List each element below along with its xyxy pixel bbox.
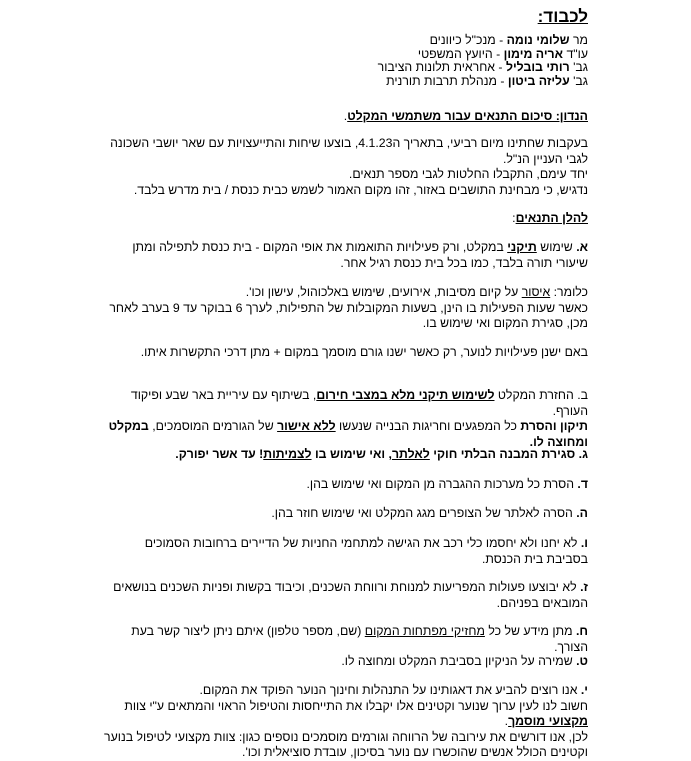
clause-emphasis: תיקני bbox=[507, 240, 537, 254]
clause-j-importance bbox=[100, 699, 588, 730]
clause-text: אנו רוצים להביע את דאגותינו על התנהלות וחינוך הנוער הפוקד את המקום. bbox=[199, 683, 581, 697]
recipients-list bbox=[100, 34, 588, 88]
clause-text: במקלט, ורק פעילויות התואמות את אופי המקום - בית כנסת לתפילה ומתן שיעורי תורה בלבד, כמו בכל בית כנסת רגיל אחר. bbox=[132, 240, 588, 270]
clause-j bbox=[100, 683, 588, 761]
clause-text: מתן מידע של כל bbox=[484, 624, 576, 638]
clause-b bbox=[100, 388, 588, 450]
clause-text: כלומר: bbox=[550, 285, 588, 299]
clause-emphasis: במקלט ומחוצה לו. bbox=[108, 419, 588, 449]
clause-text: לא יבוצעו פעולות המפריעות למנוחת ורווחת השכנים, וכיבוד בקשות ופניות השכנים בנושאים המובאים בפניהם. bbox=[113, 580, 588, 610]
recipient-item bbox=[100, 61, 588, 75]
clause-a-meaning-text bbox=[100, 285, 588, 301]
clause-emphasis: לאלתר bbox=[391, 447, 430, 461]
clause-letter: ו. bbox=[580, 536, 588, 550]
clause-text: החזרת המקלט bbox=[494, 388, 578, 402]
clause-a-text bbox=[100, 240, 588, 271]
clause-text: כל המפגעים וחריגות הבנייה שנעשו bbox=[335, 419, 521, 433]
recipient-name: אריה מימון bbox=[503, 46, 564, 61]
clause-emphasis: מחזיקי מפתחות המקום bbox=[364, 624, 485, 638]
clause-c-text bbox=[100, 447, 588, 463]
clause-letter: ח. bbox=[575, 624, 588, 638]
clause-letter: ז. bbox=[580, 580, 588, 594]
recipient-role: - אחראית תלונות הציבור bbox=[377, 60, 506, 75]
clause-letter: ד. bbox=[577, 477, 588, 491]
clause-text: חשוב לנו לעין ערוך שנוער וקטינים אלו יקבלו את התייחסות והטיפול הראוי והמתאים ע"י צוות bbox=[124, 698, 588, 713]
clause-letter: ה. bbox=[576, 506, 588, 520]
conditions-heading bbox=[100, 211, 588, 227]
clause-i-text bbox=[100, 654, 588, 670]
clause-f-text bbox=[100, 536, 588, 567]
clause-emphasis: ללא אישור bbox=[277, 419, 336, 433]
recipient-role: - מנכ"ל כיוונים bbox=[429, 33, 507, 47]
clause-j-text bbox=[100, 683, 588, 699]
recipient-item bbox=[100, 34, 588, 48]
clause-d bbox=[100, 477, 588, 493]
clause-text: שמירה על הניקיון בסביבת המקלט ומחוצה לו. bbox=[341, 654, 577, 668]
intro-line: בעקבות שחתינו מיום רביעי, בתאריך ה4.1.23, בוצעו שיחות והתייעצויות עם שאר יושבי השכונה לגבי העניין הנ"ל. bbox=[110, 136, 588, 166]
recipient-name: עליזה ביטון bbox=[507, 73, 570, 88]
recipient-role: - מנהלת תרבות תורנית bbox=[386, 73, 508, 88]
clause-text: לא יחנו ולא יחסמו כלי רכב את הגישה למתחמי החניות של הדיירים ברחובות הסמוכים בסביבת בית הכנסת. bbox=[144, 536, 588, 566]
clause-e bbox=[100, 506, 588, 522]
clause-letter: ב. bbox=[577, 388, 588, 402]
clause-letter: ט. bbox=[576, 654, 588, 668]
recipient-prefix: עו"ד bbox=[563, 46, 588, 61]
clause-b-text bbox=[100, 388, 588, 450]
recipient-prefix: גב' bbox=[569, 73, 588, 88]
clause-text: (שם, מספר טלפון) איתם ניתן ליצור קשר בעת הצורך. bbox=[131, 624, 588, 654]
clause-text: על קיום מסיבות, אירועים, שימוש באלכוהול, עישון וכו'. bbox=[245, 285, 522, 299]
intro-line: נדגיש, כי מבחינת התושבים באזור, זהו מקום האמור לשמש כבית כנסת / בית מדרש בלבד. bbox=[133, 182, 588, 197]
clause-text: הסרת כל מערכות ההגברה מן המקום ואי שימוש בהן. bbox=[306, 477, 578, 491]
conditions-heading-label: להלן התנאים bbox=[515, 211, 588, 225]
recipient-prefix: גב' bbox=[569, 60, 588, 75]
clause-emphasis: תיקון והסרת bbox=[520, 419, 588, 433]
conditions-heading-end: : bbox=[512, 211, 516, 225]
intro-paragraph bbox=[100, 136, 588, 198]
clause-a-meaning bbox=[100, 285, 588, 332]
recipient-name: רותי בובליל bbox=[505, 60, 570, 75]
salutation-title: לכבוד: bbox=[537, 7, 588, 26]
clause-text: הסרה לאלתר של הצופרים מגג המקלט ואי שימוש חוזר בהן. bbox=[271, 506, 577, 520]
intro-line: יחד עימם, התקבלו החלטות לגבי מספר תנאים. bbox=[348, 167, 588, 181]
recipient-item bbox=[100, 48, 588, 62]
recipient-item bbox=[100, 75, 588, 89]
clause-a-youth bbox=[100, 345, 588, 361]
clause-g bbox=[100, 580, 588, 611]
subject-label: הנדון: סיכום התנאים עבור משתמשי המקלט bbox=[347, 109, 588, 123]
clause-text: . bbox=[504, 714, 509, 728]
clause-g-text bbox=[100, 580, 588, 611]
clause-text: של הגורמים המוסמכים, bbox=[148, 419, 278, 433]
clause-h-text bbox=[100, 624, 588, 655]
subject-line bbox=[100, 109, 588, 125]
subject-end: . bbox=[343, 109, 348, 123]
recipient-role: - היועץ המשפטי bbox=[417, 46, 504, 61]
clause-text: ! עד אשר יפורק. bbox=[175, 447, 264, 461]
clause-emphasis: איסור bbox=[521, 285, 551, 299]
clause-a bbox=[100, 240, 588, 271]
clause-i bbox=[100, 654, 588, 670]
clause-text: ג. סגירת המבנה הבלתי חוקי bbox=[429, 447, 588, 461]
recipient-prefix: מר bbox=[569, 33, 588, 47]
clause-text: שימוש bbox=[536, 240, 577, 254]
clause-emphasis: לצמיתות bbox=[263, 447, 312, 461]
clause-text: , ואי שימוש בו bbox=[311, 447, 392, 461]
clause-j-demand: לכן, אנו דורשים את עירובה של הרווחה וגורמים מוסמכים נוספים כגון: צוות מקצועי לטיפול בנוער וקטינים הכולל אנשים שהוכשרו עם נוער בסיכון, עובדת סוציאלית וכו'. bbox=[104, 729, 588, 759]
clause-letter: י. bbox=[580, 683, 588, 697]
clause-letter: א. bbox=[576, 240, 588, 254]
clause-d-text bbox=[100, 477, 588, 493]
clause-emphasis: מקצועי מוסמך bbox=[508, 714, 588, 728]
clause-emphasis: לשימוש תיקני מלא במצבי חירום bbox=[316, 388, 495, 402]
clause-h bbox=[100, 624, 588, 655]
clause-c bbox=[100, 447, 588, 463]
clause-a-hours: כאשר שעות הפעילות בו הינן, בשעות המקובלות של התפילות, לערך 6 בבוקר עד 9 בערב לאחר מכן, סגירת המקום ואי שימוש בו. bbox=[109, 300, 588, 330]
recipient-name: שלומי נומה bbox=[506, 33, 570, 47]
clause-f bbox=[100, 536, 588, 567]
clause-e-text bbox=[100, 506, 588, 522]
clause-a-youth-text: באם ישנן פעילויות לנוער, רק כאשר ישנו גורם מוסמך במקום + מתן דרכי התקשרות איתו. bbox=[140, 345, 588, 359]
clause-text: , בשיתוף עם עיריית באר שבע ופיקוד העורף. bbox=[130, 388, 588, 418]
